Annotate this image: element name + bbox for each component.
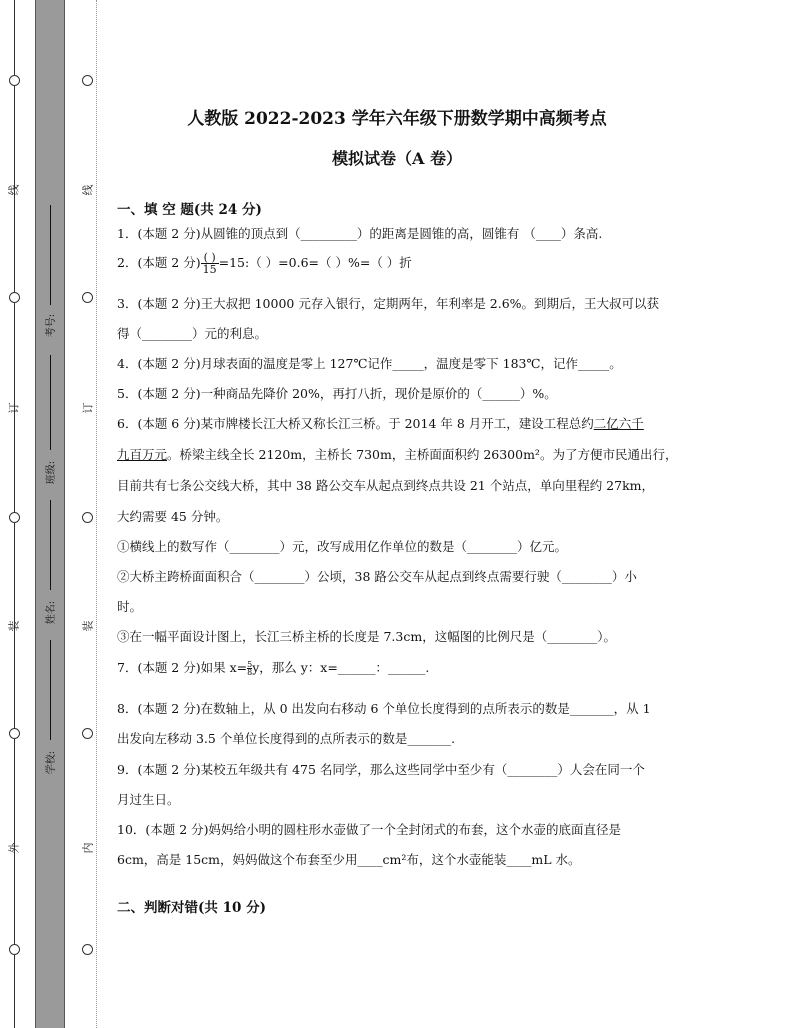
margin-char-line: 线 <box>7 184 21 196</box>
question-6-sub-1: ①横线上的数写作（________）元，改写成用亿作单位的数是（________）亿元。 <box>117 539 568 554</box>
punch-hole-circle <box>82 944 93 955</box>
question-6-underlined-amount: 二亿六千 <box>593 416 644 431</box>
punch-hole-circle <box>82 75 93 86</box>
punch-hole-circle <box>9 75 20 86</box>
margin-char-mount: 装 <box>7 620 21 632</box>
question-4: 4．(本题 2 分)月球表面的温度是零上 127℃记作_____，温度是零下 183℃，记作_____。 <box>117 356 622 371</box>
question-10-line-2: 6cm，高是 15cm，妈妈做这个布套至少用____cm²布，这个水壶能装____mL 水。 <box>117 852 581 867</box>
question-8-line-2: 出发向左移动 3.5 个单位长度得到的点所表示的数是_______. <box>117 731 456 746</box>
question-6-text: 。桥梁主线全长 2120m，主桥长 730m，主桥面面积约 26300m²。为了方便市民通出行， <box>167 447 678 462</box>
section-heading-judge: 二、判断对错(共 10 分) <box>117 900 266 916</box>
margin-char-bind: 订 <box>81 402 95 414</box>
punch-hole-circle <box>9 728 20 739</box>
question-2-prefix: 2．(本题 2 分) <box>117 255 201 270</box>
question-6-sub-2-line-1: ②大桥主跨桥面面积合（________）公顷，38 路公交车从起点到终点需要行驶（________）小 <box>117 569 637 584</box>
punch-hole-circle <box>82 292 93 303</box>
question-3-line-2: 得（________）元的利息。 <box>117 326 268 341</box>
question-10-line-1: 10．(本题 2 分)妈妈给小明的圆柱形水壶做了一个全封闭式的布套，这个水壶的底面直径是 <box>117 822 622 837</box>
punch-hole-circle <box>9 944 20 955</box>
name-label: 姓名: <box>46 600 58 625</box>
question-7-numerator: 5 <box>247 659 253 669</box>
question-6-line-3: 目前共有七条公交线大桥，其中 38 路公交车从起点到终点共设 21 个站点，单向里程约 27km， <box>117 478 655 493</box>
question-3-line-1: 3．(本题 2 分)王大叔把 10000 元存入银行，定期两年，年利率是 2.6%。到期后，王大叔可以获 <box>117 296 660 311</box>
question-2-rest: =15:（ ）=0.6=（ ）%=（ ）折 <box>218 255 412 270</box>
question-6-underlined-amount: 九百万元 <box>117 447 168 462</box>
question-9-line-1: 9．(本题 2 分)某校五年级共有 475 名同学，那么这些同学中至少有（________）人会在同一个 <box>117 762 645 777</box>
question-5: 5．(本题 2 分)一种商品先降价 20%，再打八折，现价是原价的（______）%。 <box>117 386 557 401</box>
margin-char-inner: 内 <box>81 842 95 854</box>
question-6-line-2 <box>117 445 677 463</box>
question-7 <box>117 658 429 676</box>
name-line[interactable] <box>50 500 51 590</box>
page-subtitle: 模拟试卷（A 卷） <box>332 149 462 168</box>
margin-char-bind: 订 <box>7 402 21 414</box>
question-6-line-4: 大约需要 45 分钟。 <box>117 509 229 524</box>
punch-hole-circle <box>82 512 93 523</box>
question-6-sub-3: ③在一幅平面设计图上，长江三桥主桥的长度是 7.3cm，这幅图的比例尺是（________）。 <box>117 629 616 644</box>
question-1: 1．(本题 2 分)从圆锥的顶点到（_________）的距离是圆锥的高，圆锥有 （____）条高. <box>117 226 603 241</box>
question-7-prefix: 7．(本题 2 分)如果 x= <box>117 660 248 675</box>
margin-char-mount: 装 <box>81 620 95 632</box>
margin-char-line: 线 <box>81 184 95 196</box>
exam-number-label: 考号: <box>46 313 58 338</box>
question-7-denominator: 8 <box>247 668 253 677</box>
punch-hole-circle <box>82 728 93 739</box>
question-6-line-1 <box>117 414 644 432</box>
class-label: 班级: <box>46 460 58 485</box>
school-line[interactable] <box>50 640 51 740</box>
page-title: 人教版 2022-2023 学年六年级下册数学期中高频考点 <box>187 109 607 129</box>
question-6-sub-2-line-2: 时。 <box>117 599 143 614</box>
school-label: 学校: <box>46 750 58 775</box>
exam-number-line[interactable] <box>50 205 51 305</box>
question-6-text: 6．(本题 6 分)某市牌楼长江大桥又称长江三桥。于 2014 年 8 月开工，建设工程总约 <box>117 416 594 431</box>
question-2-denominator: 15 <box>202 263 217 276</box>
question-9-line-2: 月过生日。 <box>117 792 180 807</box>
question-2 <box>117 252 412 275</box>
margin-char-outer: 外 <box>7 842 21 854</box>
question-2-numerator: ( ) <box>201 252 219 264</box>
punch-hole-circle <box>9 292 20 303</box>
section-heading-fill: 一、填 空 题(共 24 分) <box>117 202 262 218</box>
question-2-fraction <box>201 252 219 275</box>
class-line[interactable] <box>50 355 51 450</box>
question-7-rest: y，那么 y：x=______：______. <box>252 660 430 675</box>
punch-hole-circle <box>9 512 20 523</box>
question-8-line-1: 8．(本题 2 分)在数轴上，从 0 出发向右移动 6 个单位长度得到的点所表示的数是_______，从 1 <box>117 701 651 716</box>
